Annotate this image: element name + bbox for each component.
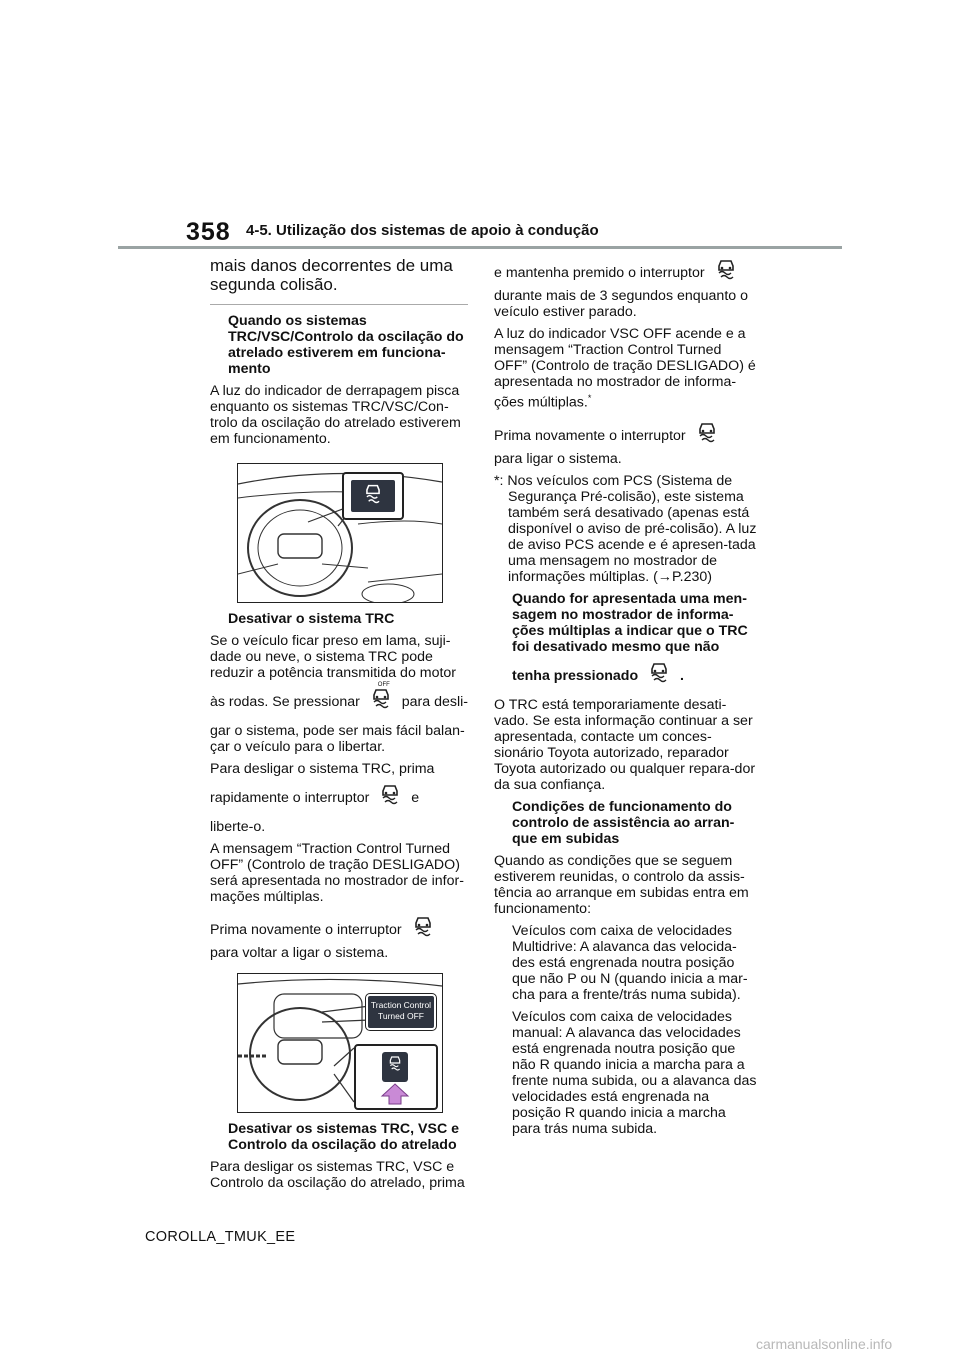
zoom-indicator-box	[342, 472, 404, 520]
section-title: 4-5. Utilização dos sistemas de apoio à condução	[246, 222, 599, 239]
trc-off-switch-icon	[646, 661, 672, 691]
trc-off-switch-icon	[377, 783, 403, 813]
heading-hill-start-assist: Condições de funcionamento do controlo de assistência ao arran-que em subidas	[512, 798, 735, 847]
press-arrow-icon	[380, 1083, 410, 1105]
illustration-dashboard-indicator	[237, 463, 443, 603]
left-column	[210, 256, 470, 1197]
page-number: 358	[186, 218, 231, 246]
list-item: Veículos com caixa de velocidades Multidrive: A alavanca das velocida-des está engrenada noutra posição que não P ou N (quando inicia a mar-cha para a frente/trás numa subida).	[512, 922, 748, 1003]
lead-text: mais danos decorrentes de uma segunda colisão.	[210, 256, 453, 294]
paragraph: Quando as condições que se seguem estiverem reunidas, o controlo da assis-tência ao arranque em subidas entra em funcionamento:	[494, 852, 749, 917]
paragraph: gar o sistema, pode ser mais fácil balan-çar o veículo para o libertar.	[210, 723, 465, 755]
trc-off-switch-icon	[694, 421, 720, 451]
separator	[210, 304, 468, 305]
paragraph: Prima novamente o interruptor para voltar a ligar o sistema.	[210, 915, 470, 961]
list-item: Veículos com caixa de velocidades manual: A alavanca das velocidades está engrenada noutra posição que não R quando inicia a marcha para a frente numa subida, ou a alavanca das velocidades está engrenada na posição R quando inicia a marcha para trás numa subida.	[512, 1008, 757, 1137]
watermark: carmanualsonline.info	[756, 1336, 893, 1352]
heading-disable-trc: Desativar o sistema TRC	[228, 611, 395, 627]
zoom-switch-box	[354, 1044, 438, 1110]
footer-model-code: COROLLA_TMUK_EE	[145, 1229, 296, 1245]
paragraph: liberte-o.	[210, 819, 266, 835]
heading-disable-trc-vsc: Desativar os sistemas TRC, VSC e Controlo da oscilação do atrelado	[228, 1121, 460, 1153]
right-column	[494, 258, 758, 1143]
paragraph: O TRC está temporariamente desati-vado. Se esta informação continuar a ser apresentada, contacte um conces-sionário Toyota autorizado, reparador Toyota autorizado ou qualquer repara-dor da sua confiança.	[494, 696, 756, 793]
trc-off-switch-icon	[713, 258, 739, 288]
heading-trc-disabled-message: Quando for apresentada uma men-sagem no mostrador de informa-ções múltiplas a indicar que o TRC foi desativado mesmo que não	[512, 590, 748, 655]
header-rule	[118, 246, 842, 249]
paragraph: Se o veículo ficar preso em lama, suji-dade ou neve, o sistema TRC pode reduzir a potência transmitida do motor	[210, 633, 457, 681]
paragraph: às rodas. Se pressionar OFF para desli-	[210, 687, 470, 717]
paragraph: rapidamente o interruptor e	[210, 783, 470, 813]
paragraph: A luz do indicador VSC OFF acende e a mensagem “Traction Control Turned OFF” (Controlo de tração DESLIGADO) é apresentada no mostrador de informa-ções múltiplas.*	[494, 326, 756, 411]
paragraph: Para desligar o sistema TRC, prima	[210, 761, 435, 777]
paragraph: Prima novamente o interruptor para ligar o sistema.	[494, 421, 758, 467]
trc-off-switch-icon	[385, 1055, 405, 1075]
dashboard-drawing	[238, 464, 442, 602]
paragraph: Para desligar os sistemas TRC, VSC e Controlo da oscilação do atrelado, prima	[210, 1159, 465, 1191]
paragraph: A luz do indicador de derrapagem pisca enquanto os sistemas TRC/VSC/Con-trolo da oscilação do atrelado estiverem em funcionamento.	[210, 383, 461, 447]
footnote: *: Nos veículos com PCS (Sistema de Segurança Pré-colisão), este sistema também será desativado (apenas está disponível o aviso de pré-colisão). A luz de aviso PCS acende e é apresen-tada uma mensagem no mostrador de informações múltiplas. (→P.230)	[494, 472, 757, 585]
traction-control-off-message: Traction Control Turned OFF	[366, 994, 436, 1030]
trc-off-switch-icon: OFF	[368, 687, 394, 717]
paragraph: A mensagem “Traction Control Turned OFF” (Controlo de tração DESLIGADO) será apresentada no mostrador de infor-mações múltiplas.	[210, 841, 464, 905]
heading-trc-vsc-active: Quando os sistemas TRC/VSC/Controlo da oscilação do atrelado estiverem em funciona-mento	[228, 313, 464, 377]
trc-off-switch-icon	[410, 915, 436, 945]
heading-trc-disabled-message-end: tenha pressionado .	[494, 661, 758, 691]
paragraph: e mantenha premido o interruptor durante mais de 3 segundos enquanto o veículo estiver parado.	[494, 258, 758, 320]
illustration-traction-control-off	[237, 973, 443, 1113]
slip-indicator-icon	[358, 483, 388, 509]
